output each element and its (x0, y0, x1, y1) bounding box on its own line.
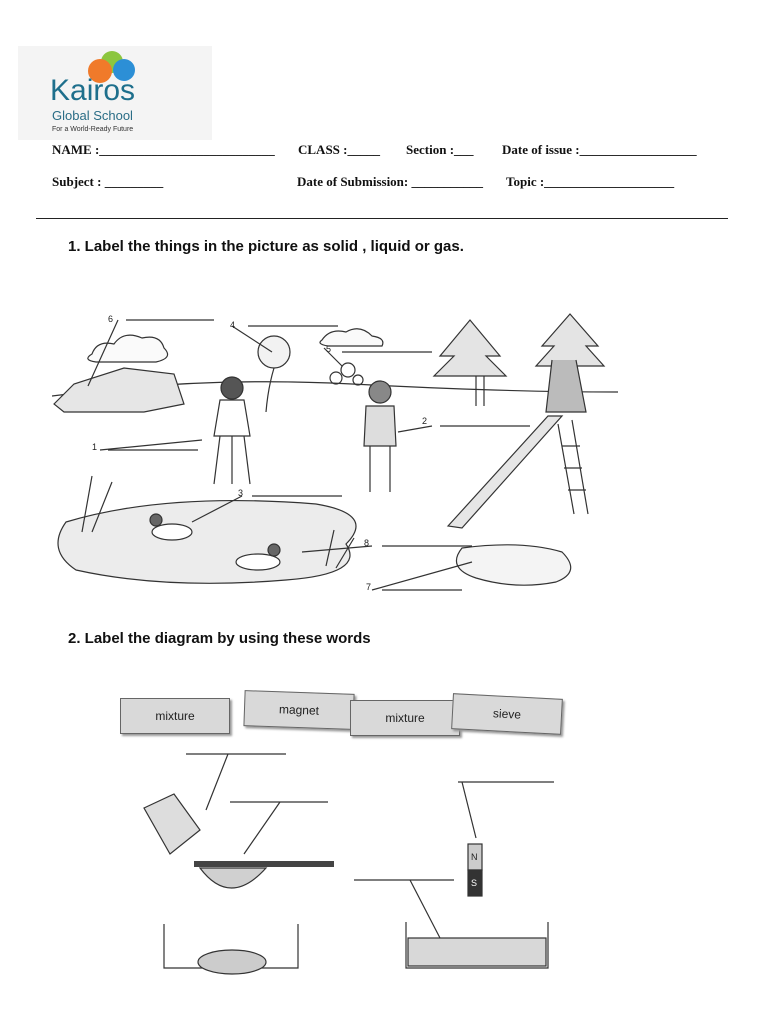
scene-label-2: 2 (422, 416, 428, 426)
scene-label-4: 4 (230, 320, 236, 330)
header-divider (36, 218, 728, 219)
magnet-diagram (350, 776, 560, 976)
logo-subtitle: Global School (52, 108, 133, 123)
date-of-submission-field: Date of Submission: ___________ (297, 174, 483, 189)
scene-label-1: 1 (92, 442, 98, 452)
school-logo (18, 46, 212, 140)
magnet-pole-n: N (471, 852, 478, 862)
section-field: Section :___ (406, 142, 474, 157)
sieve-diagram (134, 750, 344, 976)
scene-label-5: 5 (326, 344, 332, 354)
scene-label-7: 7 (366, 582, 372, 592)
park-scene-illustration (52, 296, 618, 608)
word-card-mixture-2: mixture (350, 700, 460, 736)
question-2-text: 2. Label the diagram by using these words (68, 630, 371, 647)
name-field: NAME :___________________________ (52, 142, 275, 157)
class-field: CLASS :_____ (298, 142, 380, 157)
question-1-text: 1. Label the things in the picture as solid , liquid or gas. (68, 238, 464, 255)
magnet-pole-s: S (471, 878, 478, 888)
scene-label-8: 8 (364, 538, 370, 548)
logo-tagline: For a World-Ready Future (52, 126, 134, 133)
topic-field: Topic :____________________ (506, 174, 675, 189)
scene-label-6: 6 (108, 314, 114, 324)
subject-field: Subject : _________ (52, 174, 164, 189)
word-card-sieve: sieve (451, 693, 563, 735)
scene-label-3: 3 (238, 488, 244, 498)
logo-name: Kairos (50, 74, 136, 107)
date-of-issue-field: Date of issue :__________________ (502, 142, 697, 157)
word-card-magnet: magnet (243, 690, 354, 730)
word-card-mixture: mixture (120, 698, 230, 734)
